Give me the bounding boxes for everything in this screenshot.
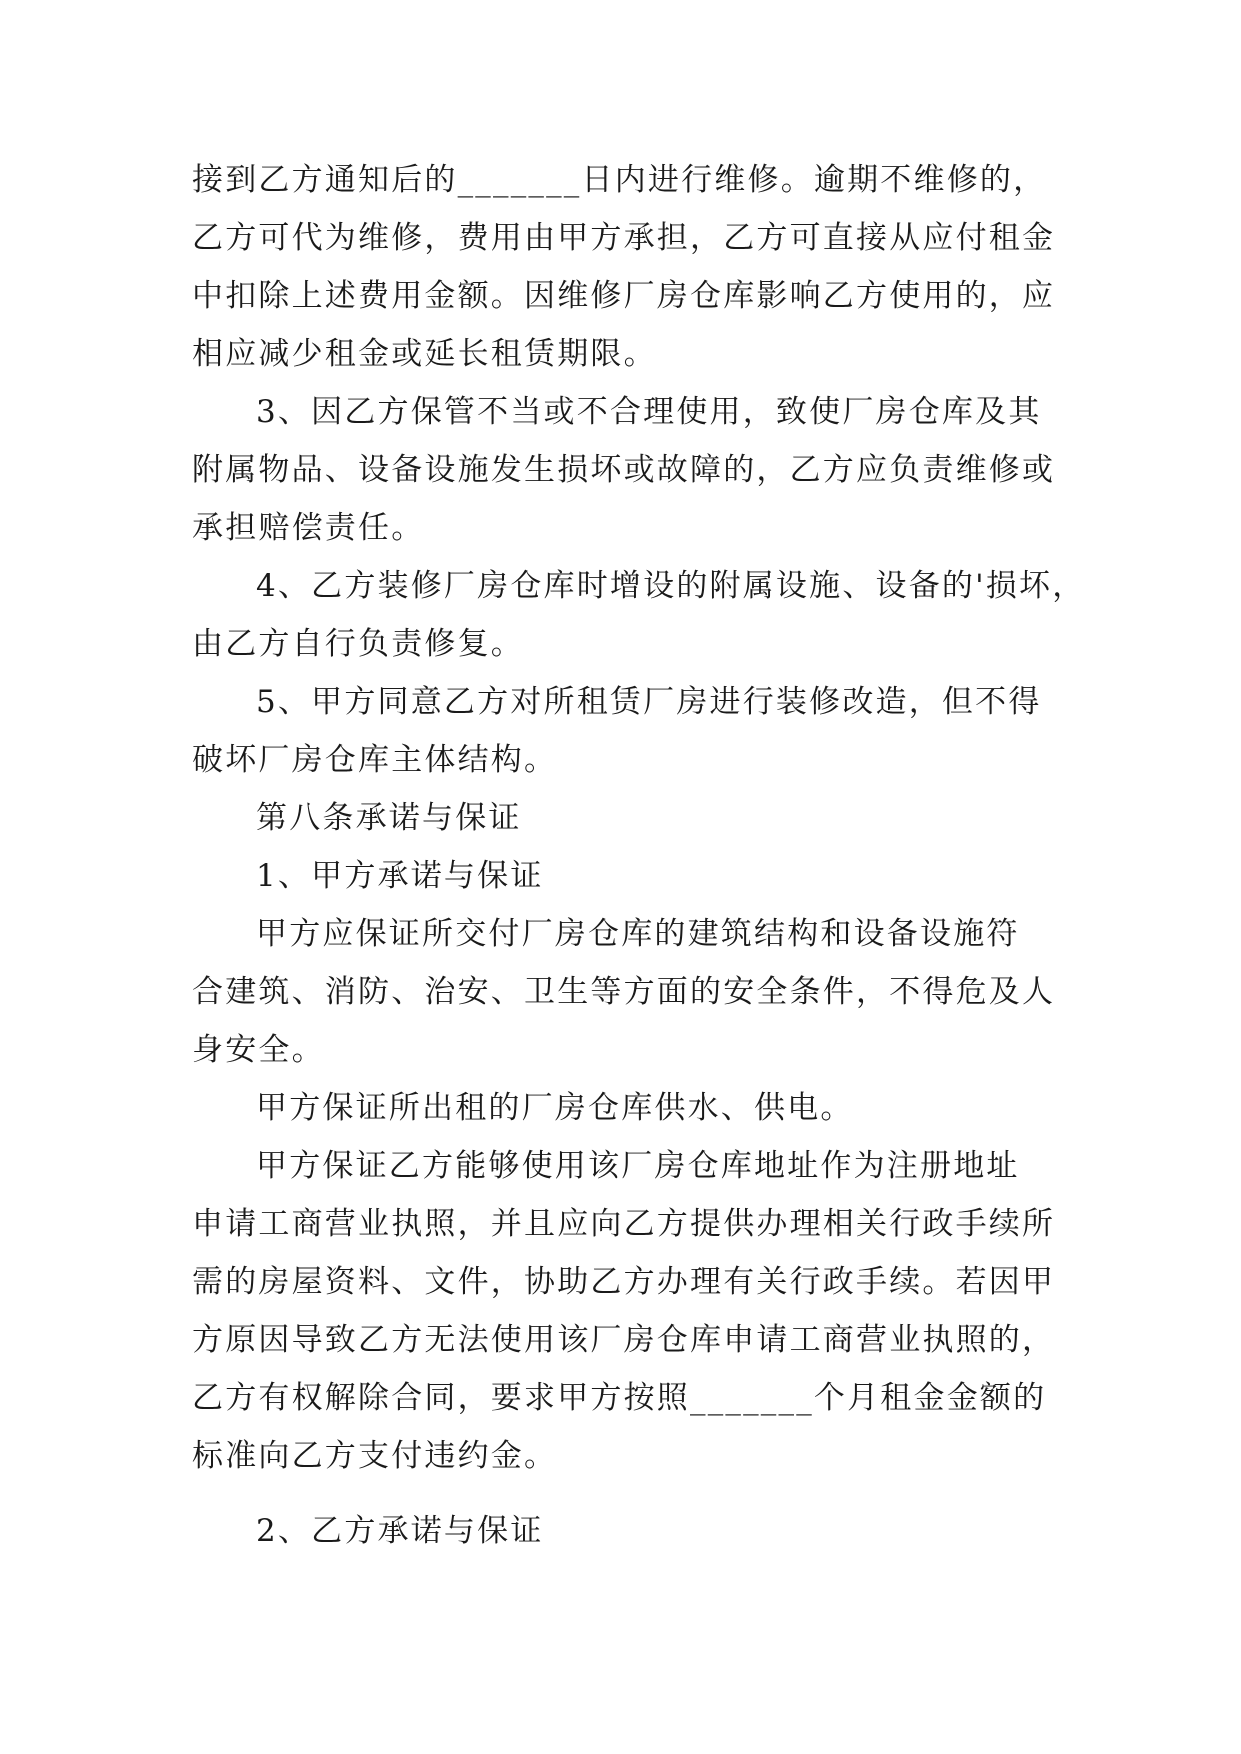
text-line: 甲方应保证所交付厂房仓库的建筑结构和设备设施符 [256, 916, 1020, 952]
text-line: 中扣除上述费用金额。因维修厂房仓库影响乙方使用的，应 [192, 278, 1056, 314]
text-line: 乙方可代为维修，费用由甲方承担，乙方可直接从应付租金 [192, 220, 1056, 256]
text-line: 4、乙方装修厂房仓库时增设的附属设施、设备的'损坏， [256, 568, 1086, 604]
text-line: 身安全。 [192, 1032, 325, 1068]
text-line: 由乙方自行负责修复。 [192, 626, 524, 662]
text-line: 5、甲方同意乙方对所租赁厂房进行装修改造，但不得 [256, 684, 1042, 720]
text-line: 承担赔偿责任。 [192, 510, 425, 546]
text-line: 方原因导致乙方无法使用该厂房仓库申请工商营业执照的， [192, 1322, 1056, 1358]
text-line: 甲方保证所出租的厂房仓库供水、供电。 [256, 1090, 854, 1126]
text-line: 合建筑、消防、治安、卫生等方面的安全条件，不得危及人 [192, 974, 1056, 1010]
text-line: 3、因乙方保管不当或不合理使用，致使厂房仓库及其 [256, 394, 1042, 430]
contract-text [192, 160, 1086, 1569]
subsection-heading: 1、甲方承诺与保证 [256, 858, 544, 894]
text-line: 破坏厂房仓库主体结构。 [192, 742, 558, 778]
text-line: 附属物品、设备设施发生损坏或故障的，乙方应负责维修或 [192, 452, 1056, 488]
subsection-heading: 2、乙方承诺与保证 [256, 1513, 544, 1549]
text-line: 需的房屋资料、文件，协助乙方办理有关行政手续。若因甲 [192, 1264, 1056, 1300]
text-line: 乙方有权解除合同，要求甲方按照_______个月租金金额的 [192, 1380, 1047, 1416]
text-line: 相应减少租金或延长租赁期限。 [192, 336, 657, 372]
section-heading: 第八条承诺与保证 [256, 800, 522, 836]
text-line: 标准向乙方支付违约金。 [192, 1438, 558, 1474]
text-line: 甲方保证乙方能够使用该厂房仓库地址作为注册地址 [256, 1148, 1020, 1184]
text-line: 接到乙方通知后的_______日内进行维修。逾期不维修的， [192, 162, 1047, 198]
text-line: 申请工商营业执照，并且应向乙方提供办理相关行政手续所 [192, 1206, 1056, 1242]
